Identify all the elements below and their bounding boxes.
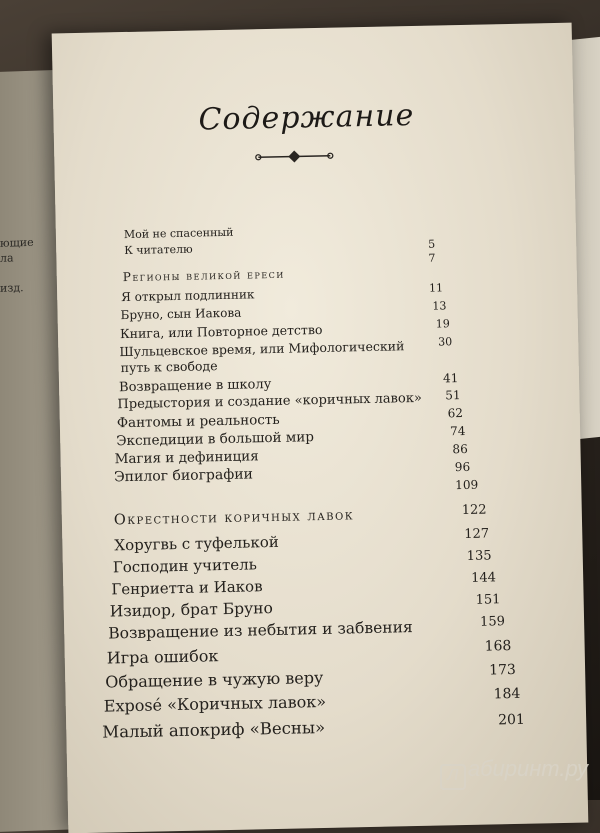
toc-entry: Изидор, брат Бруно xyxy=(109,599,273,621)
toc-entry: Генриетта и Иаков xyxy=(111,577,263,599)
toc-page-number: 62 xyxy=(447,406,464,421)
toc-page-number: 168 xyxy=(484,638,512,655)
toc-page-number: 144 xyxy=(471,570,497,586)
toc-page-number: 135 xyxy=(466,548,492,564)
toc-page-number: 173 xyxy=(488,661,517,679)
toc-entry: Магия и дефиниция xyxy=(114,448,259,468)
toc-entry: Мой не спасенный xyxy=(123,225,234,242)
section-heading: Окрестности коричных лавок xyxy=(113,507,355,529)
section-heading: Регионы великой ереси xyxy=(122,266,285,285)
toc-page-number: 159 xyxy=(479,614,506,630)
toc-entry: Господин учитель xyxy=(112,555,258,577)
toc-page-number: 127 xyxy=(464,526,490,543)
toc-page-number: 51 xyxy=(445,388,461,403)
toc-page-number: 184 xyxy=(493,685,521,703)
toc-entry: Я открыл подлинник xyxy=(121,287,255,305)
left-fragment: ла xyxy=(0,251,14,265)
toc-entry: Возвращение в школу xyxy=(118,377,272,396)
toc-entry: Exposé «Коричных лавок» xyxy=(103,691,327,716)
toc-page-number: 201 xyxy=(497,711,526,729)
toc-entry: Обращение в чужую веру xyxy=(105,667,324,692)
toc-entry: путь к свободе xyxy=(120,358,218,376)
toc-page-number: 151 xyxy=(475,592,501,608)
toc-entry: Шульцевское время, или Мифологический xyxy=(119,338,405,360)
toc-entry: Предыстория и создание «коричных лавок» xyxy=(117,390,422,413)
toc-page-number: 122 xyxy=(461,502,487,519)
toc-entry: Хоругвь с туфелькой xyxy=(114,532,279,555)
toc-entry: Малый апокриф «Весны» xyxy=(102,717,326,742)
toc-entry: Возвращение из небытия и забвения xyxy=(108,618,413,643)
left-fragment: ющие xyxy=(0,235,34,250)
ornament-icon xyxy=(254,148,334,166)
site-watermark xyxy=(440,756,588,790)
toc-page-number: 74 xyxy=(449,423,466,439)
toc-page-number: 96 xyxy=(454,459,471,475)
toc-page-number: 19 xyxy=(435,317,450,331)
toc-page-number: 13 xyxy=(432,299,447,313)
toc-entry: Экспедиции в большой мир xyxy=(116,429,315,450)
toc-page-number: 86 xyxy=(452,441,468,457)
toc-entry: Эпилог биографии xyxy=(113,466,254,486)
book-page xyxy=(52,23,589,833)
toc-page-number: 11 xyxy=(428,281,444,295)
toc-entry: Игра ошибок xyxy=(106,646,219,668)
toc-entry: Фантомы и реальность xyxy=(116,411,280,432)
toc-entry: К читателю xyxy=(124,242,193,258)
toc-page-number: 109 xyxy=(455,477,479,493)
toc-page-number: 41 xyxy=(442,371,459,386)
labirint-logo-icon: Л xyxy=(440,764,466,790)
page-title: Содержание xyxy=(198,97,415,138)
toc-page-number: 7 xyxy=(428,251,436,265)
toc-page-number: 30 xyxy=(438,335,453,349)
toc-page-number: 5 xyxy=(428,237,436,251)
toc-entry: Бруно, сын Иакова xyxy=(120,305,242,323)
toc-entry: Книга, или Повторное детство xyxy=(119,321,323,342)
watermark-text: абиринт.ру xyxy=(467,756,588,781)
left-fragment: изд. xyxy=(0,281,24,295)
